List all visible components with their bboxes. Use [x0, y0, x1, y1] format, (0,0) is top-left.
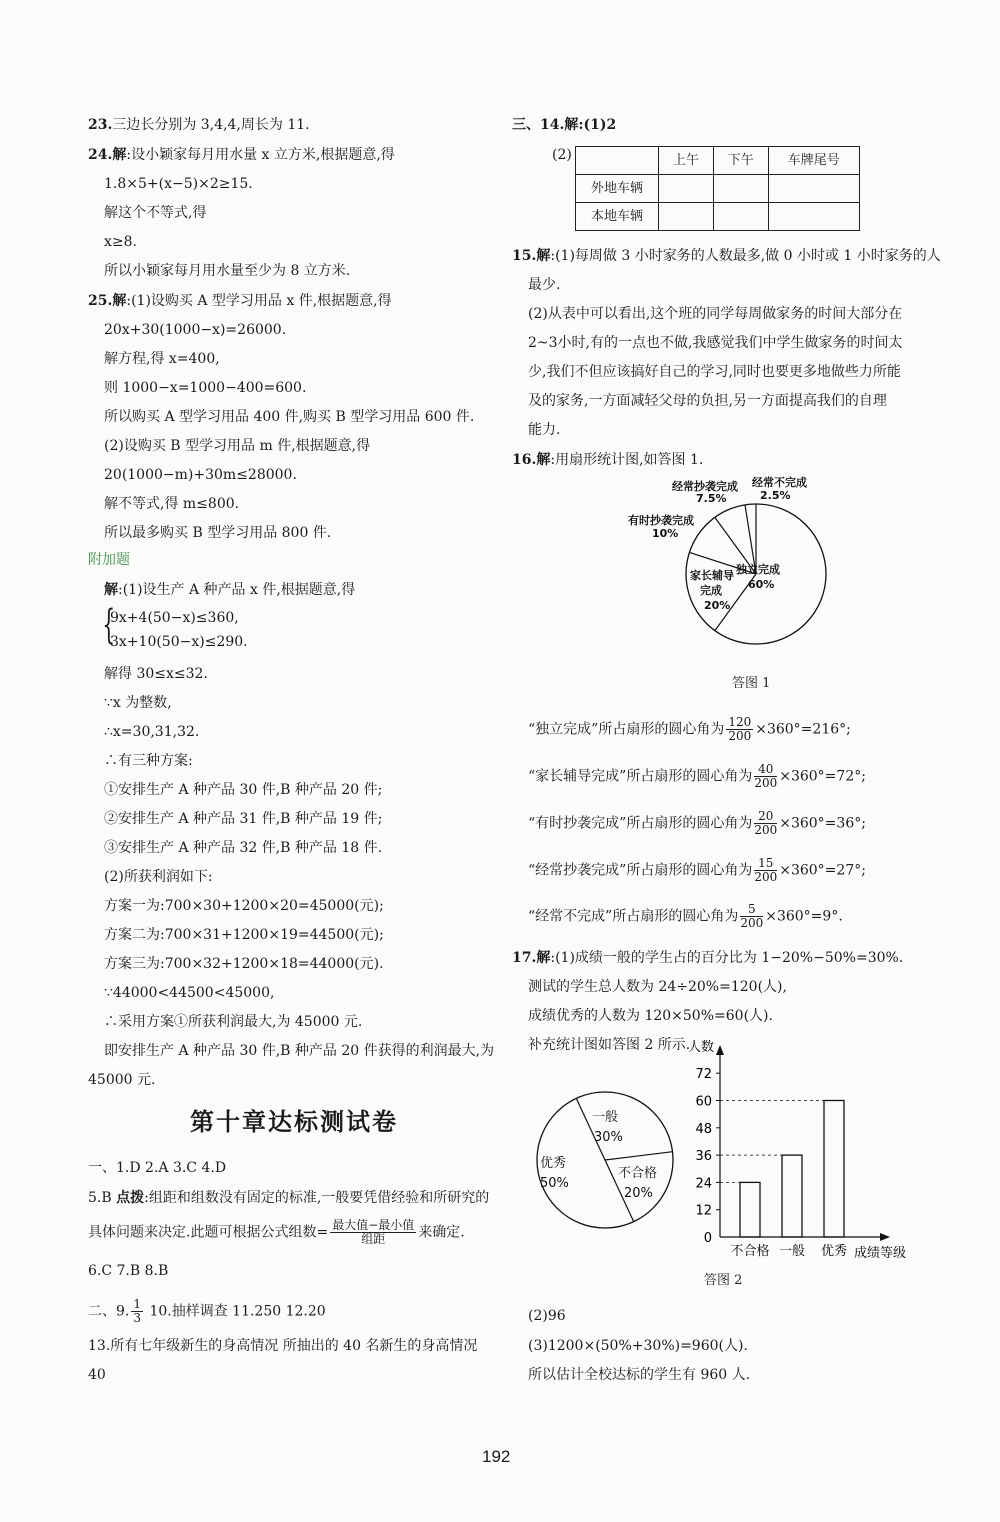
text-line: 则 1000−x=1000−400=600.: [104, 380, 307, 396]
pie1-label: 独立完成: [736, 563, 780, 576]
text-line: 少,我们不但应该搞好自己的学习,同时也要更多地做些力所能: [528, 364, 901, 380]
answers-part2: 二、9. $\frac{1}{3}$ 10.抽样调查 11.250 12.20: [88, 1297, 326, 1326]
text-line: (2)设购买 B 型学习用品 m 件,根据题意,得: [104, 438, 371, 454]
pie-chart-1: [600, 470, 840, 670]
text-line: ②安排生产 A 种产品 31 件,B 种产品 19 件;: [104, 811, 383, 827]
text-line: ①安排生产 A 种产品 30 件,B 种产品 20 件;: [104, 782, 383, 798]
q14: 三、14.解:(1)2: [512, 117, 617, 133]
bar: [740, 1182, 760, 1237]
text-line: ∴x=30,31,32.: [104, 724, 200, 740]
bar: [782, 1155, 802, 1237]
text-line: 6.C 7.B 8.B: [88, 1263, 169, 1279]
text-line: 方案三为:700×32+1200×18=44000(元).: [104, 956, 384, 972]
y-tick-label: 36: [695, 1149, 712, 1165]
q16: 16.解:用扇形统计图,如答图 1.: [512, 452, 704, 468]
angle-line: “有时抄袭完成”所占扇形的圆心角为 $\frac{20}{200}$ ×360°=36°;: [528, 809, 866, 838]
pie1-label: 7.5%: [696, 492, 727, 505]
pie1-label: 经常抄袭完成: [672, 480, 738, 493]
x-axis-label: 成绩等级: [854, 1246, 907, 1260]
table-cell: [576, 147, 659, 175]
pie1-label: 家长辅导: [690, 569, 734, 582]
text-line: 即安排生产 A 种产品 30 件,B 种产品 20 件获得的利润最大,为: [104, 1043, 495, 1059]
equation: 3x+10(50−x)≤290.: [110, 634, 248, 650]
text-line: 解得 30≤x≤32.: [104, 666, 208, 682]
text-line: 能力.: [528, 422, 561, 438]
y-axis-label: 人数: [688, 1040, 715, 1055]
pie2-label: 不合格: [618, 1166, 658, 1181]
text-line: 20(1000−m)+30m≤28000.: [104, 467, 297, 483]
y-tick-label: 12: [695, 1203, 712, 1219]
pie-chart-2: [530, 1085, 680, 1235]
fj-line: 解:(1)设生产 A 种产品 x 件,根据题意,得: [104, 582, 356, 598]
y-tick-label: 24: [695, 1176, 712, 1192]
text-line: 45000 元.: [88, 1072, 156, 1088]
y-tick-label: 72: [695, 1067, 712, 1083]
bar: [824, 1101, 844, 1238]
text-line: 成绩优秀的人数为 120×50%=60(人).: [528, 1008, 773, 1024]
text-line: ∴有三种方案:: [104, 753, 193, 769]
schedule-table: [575, 146, 860, 231]
text-line: (2)所获利润如下:: [104, 869, 213, 885]
text-line: 20x+30(1000−x)=26000.: [104, 322, 287, 338]
q24-eq: 1.8×5+(x−5)×2≥15.: [104, 176, 253, 192]
text-line: 所以估计全校达标的学生有 960 人.: [528, 1367, 751, 1383]
q14-part2: (2): [552, 147, 572, 163]
pie2-label: 一般: [592, 1110, 619, 1125]
text-line: 最少.: [528, 277, 561, 293]
x-tick-label: 一般: [778, 1244, 806, 1259]
angle-line: “经常不完成”所占扇形的圆心角为 $\frac{5}{200}$ ×360°=9°.: [528, 902, 843, 931]
text-line: ③安排生产 A 种产品 32 件,B 种产品 18 件.: [104, 840, 383, 856]
x-axis-arrow: [880, 1233, 890, 1241]
y-tick-label: 60: [695, 1094, 712, 1110]
brace: {: [102, 602, 116, 648]
q5: 5.B 点拨:组距和组数没有固定的标准,一般要凭借经验和所研究的: [88, 1190, 490, 1206]
pie2-label: 50%: [540, 1176, 569, 1191]
pie1-label: 经常不完成: [752, 476, 807, 489]
table-cell: 下午: [713, 147, 768, 175]
x-tick-label: 优秀: [820, 1244, 848, 1259]
table-row: [576, 203, 860, 231]
text-line: 及的家务,一方面减轻父母的负担,另一方面提高我们的自理: [528, 393, 887, 409]
fraction: $\frac{\text{最大值−最小值}}{\text{组距}}$: [332, 1218, 415, 1247]
text-line: 方案二为:700×31+1200×19=44500(元);: [104, 927, 384, 943]
text-line: 补充统计图如答图 2 所示.: [528, 1037, 691, 1053]
table-cell: 外地车辆: [576, 175, 659, 203]
text-line: 方案一为:700×30+1200×20=45000(元);: [104, 898, 384, 914]
q15: 15.解:(1)每周做 3 小时家务的人数最多,做 0 小时或 1 小时家务的人: [512, 248, 941, 264]
angle-line: “经常抄袭完成”所占扇形的圆心角为 $\frac{15}{200}$ ×360°=27°;: [528, 856, 866, 885]
pie1-label: 完成: [700, 584, 722, 597]
text-line: 解这个不等式,得: [104, 205, 207, 221]
text-line: 2~3小时,有的一点也不做,我感觉我们中学生做家务的时间太: [528, 335, 903, 351]
pie1-label: 10%: [652, 527, 679, 540]
y-tick-label: 48: [695, 1121, 712, 1137]
y-tick-label: 0: [703, 1231, 712, 1246]
pie-slice-boundary: [605, 1152, 673, 1160]
q23: 23.三边长分别为 3,4,4,周长为 11.: [88, 117, 310, 133]
table-cell: 上午: [659, 147, 714, 175]
q25: 25.解:(1)设购买 A 型学习用品 x 件,根据题意,得: [88, 293, 392, 309]
q24: 24.解:设小颖家每月用水量 x 立方米,根据题意,得: [88, 147, 395, 163]
equation: 9x+4(50−x)≤360,: [110, 610, 239, 626]
pie2-label: 30%: [594, 1130, 623, 1145]
pie1-label: 60%: [748, 578, 775, 591]
pie2-label: 优秀: [540, 1156, 567, 1171]
answers-part1: 一、1.D 2.A 3.C 4.D: [88, 1160, 227, 1176]
figure-caption: 答图 2: [704, 1273, 743, 1288]
text-line: ∵x 为整数,: [104, 695, 172, 711]
text-line: 所以小颖家每月用水量至少为 8 立方米.: [104, 263, 351, 279]
text-line: 解不等式,得 m≤800.: [104, 496, 240, 512]
table-row: [576, 175, 860, 203]
table-cell: 车牌尾号: [768, 147, 859, 175]
page-number: 192: [482, 1447, 511, 1466]
text-line: (3)1200×(50%+30%)=960(人).: [528, 1338, 748, 1354]
pie2-label: 20%: [624, 1186, 653, 1201]
text-line: ∴采用方案①所获利润最大,为 45000 元.: [104, 1014, 363, 1030]
text-line: 解方程,得 x=400,: [104, 351, 220, 367]
text-line: 所以最多购买 B 型学习用品 800 件.: [104, 525, 332, 541]
section-heading: 附加题: [88, 552, 130, 568]
x-tick-label: 不合格: [730, 1244, 770, 1259]
y-axis-arrow: [716, 1045, 724, 1055]
q13: 13.所有七年级新生的身高情况 所抽出的 40 名新生的身高情况: [88, 1338, 478, 1354]
figure-caption: 答图 1: [732, 676, 771, 691]
text-line: (2)从表中可以看出,这个班的同学每周做家务的时间大部分在: [528, 306, 903, 322]
text-line: x≥8.: [104, 234, 137, 250]
fraction: $\frac{1}{3}$: [133, 1297, 141, 1326]
angle-line: “家长辅导完成”所占扇形的圆心角为 $\frac{40}{200}$ ×360°=72°;: [528, 762, 866, 791]
text-line: ∵44000<44500<45000,: [104, 985, 275, 1001]
text-line: 测试的学生总人数为 24÷20%=120(人),: [528, 979, 787, 995]
text-line: (2)96: [528, 1308, 566, 1324]
text-line: 40: [88, 1367, 106, 1383]
pie1-label: 2.5%: [760, 489, 791, 502]
text-line: 所以购买 A 型学习用品 400 件,购买 B 型学习用品 600 件.: [104, 409, 475, 425]
q5-line2: 具体问题来决定.此题可根据公式组数= $\frac{\text{最大值−最小值}}{\text{组距}}$ 来确定.: [88, 1218, 465, 1247]
bar-chart: [680, 1035, 940, 1260]
pie1-label: 20%: [704, 599, 731, 612]
angle-line: “独立完成”所占扇形的圆心角为 $\frac{120}{200}$ ×360°=216°;: [528, 715, 851, 744]
q17: 17.解:(1)成绩一般的学生占的百分比为 1−20%−50%=30%.: [512, 950, 904, 966]
chapter-title: 第十章达标测试卷: [190, 1108, 398, 1136]
pie1-label: 有时抄袭完成: [628, 514, 694, 527]
table-cell: 本地车辆: [576, 203, 659, 231]
